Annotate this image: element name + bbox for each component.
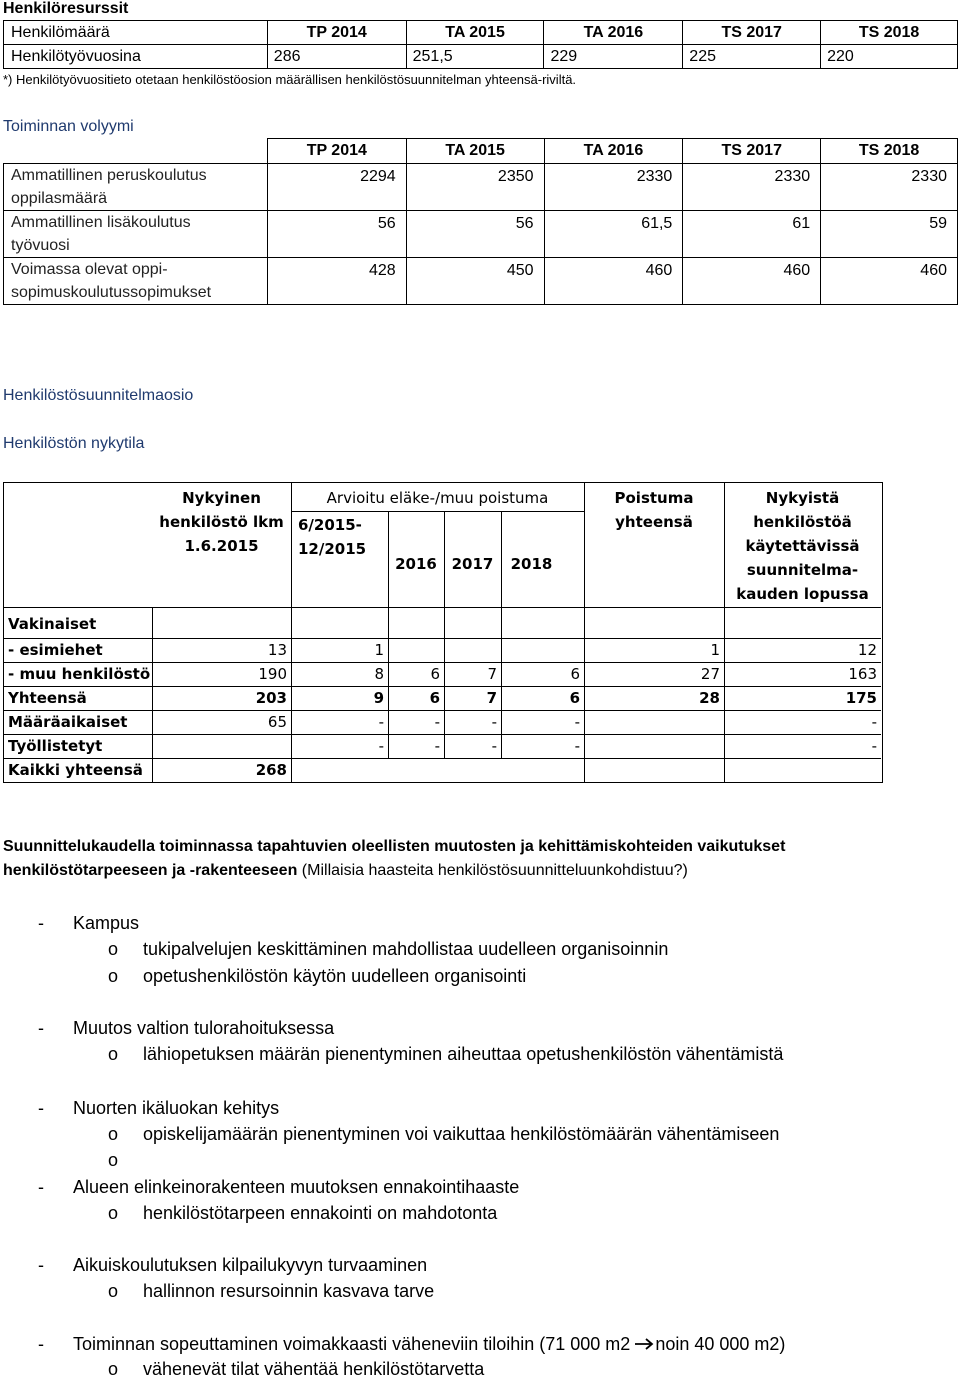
table-header-row: [4, 21, 958, 45]
header-cell: TA 2016: [544, 21, 683, 45]
table-cell: -: [434, 713, 440, 731]
table-cell: 2330: [821, 164, 958, 211]
header-poistuma: Poistuma yhteensä: [614, 489, 694, 531]
section-title-volyymi: Toiminnan volyymi: [3, 118, 134, 135]
section-title-suunnitelma: Henkilöstösuunnitelmaosio: [3, 387, 194, 404]
header-cell: TS 2017: [683, 21, 821, 45]
table-cell: 56: [267, 211, 406, 258]
row-label: Vakinaiset: [8, 615, 97, 633]
table-cell: 9: [373, 689, 384, 707]
table-cell: -: [574, 713, 580, 731]
arrow-right-icon: [635, 1337, 655, 1351]
henkiloresurssit-table: [3, 20, 958, 69]
table-cell: 251,5: [406, 45, 544, 69]
table-cell: 460: [544, 258, 683, 305]
row-label: - esimiehet: [8, 641, 103, 659]
table-cell: 1: [710, 641, 720, 659]
table-cell: 27: [700, 665, 720, 683]
table-row: [4, 45, 958, 69]
table-row: [4, 164, 958, 211]
table-header-row: [4, 139, 958, 164]
table-cell: 163: [848, 665, 877, 683]
table-cell: 13: [267, 641, 287, 659]
header-cell: TA 2016: [544, 139, 683, 164]
table-row: [4, 258, 958, 305]
header-cell: TP 2014: [267, 139, 406, 164]
table-cell: 428: [267, 258, 406, 305]
table-cell: 460: [683, 258, 821, 305]
table-cell: 190: [258, 665, 287, 683]
empty-cell: [4, 139, 268, 164]
table-row: [4, 211, 958, 258]
table-cell: 61,5: [544, 211, 683, 258]
table-cell: 56: [406, 211, 544, 258]
table-cell: 65: [267, 713, 287, 731]
table-cell: 6: [429, 689, 440, 707]
table-cell: 8: [374, 665, 384, 683]
table-cell: -: [491, 737, 497, 755]
header-year: 2017: [451, 555, 494, 573]
header-year: 2016: [395, 555, 437, 573]
table-cell: -: [378, 737, 384, 755]
row-label: Henkilötyövuosina: [4, 45, 268, 69]
header-cell: TS 2018: [821, 21, 958, 45]
row-label: Määräaikaiset: [8, 713, 128, 731]
row-label: Voimassa olevat oppi- sopimuskoulutussopimukset: [4, 258, 268, 305]
table-cell: -: [491, 713, 497, 731]
header-cell: TA 2015: [406, 21, 544, 45]
table-cell: 28: [699, 689, 720, 707]
table-cell: 175: [845, 689, 877, 707]
header-period: 6/2015- 12/2015: [298, 516, 367, 558]
subtitle-nykytila: Henkilöstön nykytila: [3, 435, 145, 452]
table-cell: 6: [569, 689, 580, 707]
header-nykyista: Nykyistä henkilöstöä käytettävissä suunnitelma- kauden lopussa: [736, 489, 869, 603]
row-label: Ammatillinen lisäkoulutus työvuosi: [4, 211, 268, 258]
table-cell: 286: [267, 45, 406, 69]
table-cell: 268: [255, 761, 287, 779]
row-label: Ammatillinen peruskoulutus oppilasmäärä: [4, 164, 268, 211]
volyymi-table: [3, 138, 958, 305]
table-cell: 7: [487, 665, 497, 683]
grid-line: [291, 511, 584, 512]
row-label: Kaikki yhteensä: [8, 761, 143, 779]
table-cell: 1: [374, 641, 384, 659]
muutokset-heading: Suunnittelukaudella toiminnassa tapahtuvien oleellisten muutosten ja kehittämiskohteiden vaikutukset: [3, 838, 786, 855]
table-cell: 6: [570, 665, 580, 683]
nykytila-table: [3, 482, 883, 783]
table-cell: 2350: [406, 164, 544, 211]
header-cell: Henkilömäärä: [4, 21, 268, 45]
table-cell: 220: [821, 45, 958, 69]
header-year: 2018: [510, 555, 553, 573]
heading-rest-part: (Millaisia haasteita henkilöstösuunnitteluunkohdistuu?): [297, 862, 688, 879]
footnote: *) Henkilötyövuositieto otetaan henkilöstöosion määrällisen henkilöstösuunnitelman yhteensä-riviltä.: [3, 72, 577, 87]
table-cell: 7: [486, 689, 497, 707]
table-cell: 6: [430, 665, 440, 683]
table-cell: 2330: [683, 164, 821, 211]
table-cell: -: [871, 713, 877, 731]
header-arvioitu: Arvioitu eläke-/muu poistuma: [326, 489, 549, 507]
table-cell: 229: [544, 45, 683, 69]
row-label: Työllistetyt: [8, 737, 103, 755]
table-cell: 61: [683, 211, 821, 258]
muutokset-heading-2: [3, 862, 688, 880]
table-cell: -: [871, 737, 877, 755]
table-cell: 450: [406, 258, 544, 305]
header-cell: TS 2018: [821, 139, 958, 164]
table-cell: -: [378, 713, 384, 731]
header-cell: TP 2014: [267, 21, 406, 45]
table-cell: 12: [857, 641, 877, 659]
row-label: - muu henkilöstö: [8, 665, 151, 683]
row-label: Yhteensä: [8, 689, 87, 707]
header-cell: TA 2015: [406, 139, 544, 164]
table-cell: 203: [255, 689, 287, 707]
header-cell: TS 2017: [683, 139, 821, 164]
table-cell: 2330: [544, 164, 683, 211]
heading-bold-part: henkilöstötarpeeseen ja -rakenteeseen: [3, 862, 298, 879]
table-cell: 59: [821, 211, 958, 258]
section-title-henkiloresurssit: Henkilöresurssit: [3, 0, 129, 17]
header-nykyinen: Nykyinen henkilöstö lkm 1.6.2015: [159, 489, 284, 555]
grid-line: [4, 607, 881, 608]
table-cell: 2294: [267, 164, 406, 211]
table-cell: 225: [683, 45, 821, 69]
table-cell: -: [434, 737, 440, 755]
table-cell: -: [574, 737, 580, 755]
table-cell: 460: [821, 258, 958, 305]
